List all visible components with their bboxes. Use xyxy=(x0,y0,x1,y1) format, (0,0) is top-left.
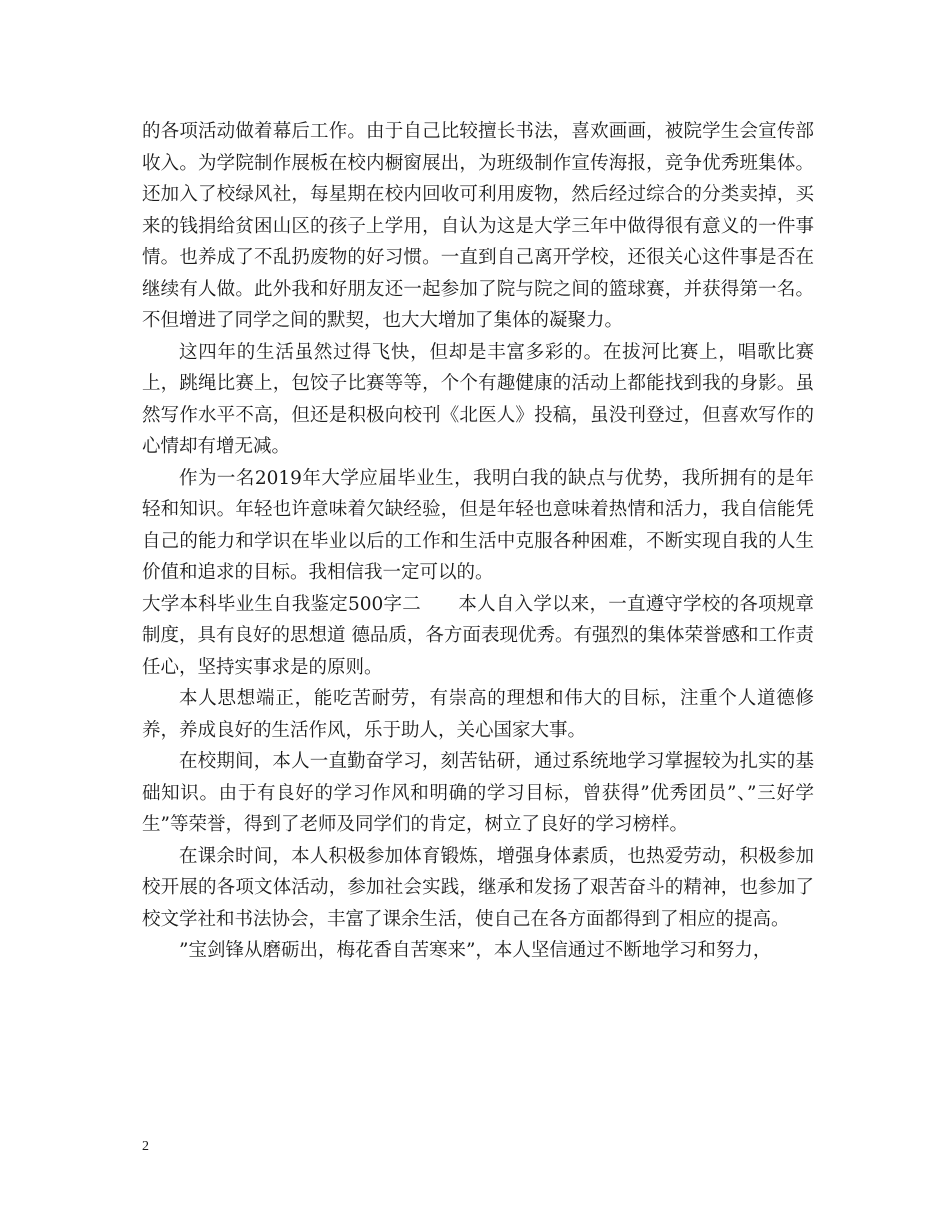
paragraph-4-section-heading: 大学本科毕业生自我鉴定500字二 本人自入学以来，一直遵守学校的各项规章制度，具有良好的思想道 德品质，各方面表现优秀。有强烈的集体荣誉感和工作责任心，坚持实事求是的原则。 xyxy=(142,593,814,678)
paragraph-6: 在校期间，本人一直勤奋学习，刻苦钻研，通过系统地学习掌握较为扎实的基础知识。由于有良好的学习作风和明确的学习目标，曾获得”优秀团员”、”三好学生”等荣誉，得到了老师及同学们的肯定，树立了良好的学习榜样。 xyxy=(142,751,814,835)
paragraph-7: 在课余时间，本人积极参加体育锻炼，增强身体素质，也热爱劳动，积极参加校开展的各项文体活动，参加社会实践，继承和发扬了艰苦奋斗的精神，也参加了校文学社和书法协会，丰富了课余生活，使自己在各方面都得到了相应的提高。 xyxy=(142,845,814,930)
paragraph-1: 的各项活动做着幕后工作。由于自己比较擅长书法，喜欢画画，被院学生会宣传部收入。为学院制作展板在校内橱窗展出，为班级制作宣传海报，竞争优秀班集体。还加入了校绿风社，每星期在校内回收可利用废物，然后经过综合的分类卖掉，买来的钱捐给贫困山区的孩子上学用，自认为这是大学三年中做得很有意义的一件事情。也养成了不乱扔废物的好习惯。一直到自己离开学校，还很关心这件事是否在继续有人做。此外我和好朋友还一起参加了院与院之间的篮球赛，并获得第一名。不但增进了同学之间的默契，也大大增加了集体的凝聚力。 xyxy=(142,121,814,331)
paragraph-3: 作为一名2019年大学应届毕业生，我明白我的缺点与优势，我所拥有的是年轻和知识。年轻也许意味着欠缺经验，但是年轻也意味着热情和活力，我自信能凭自己的能力和学识在毕业以后的工作和生活中克服各种困难，不断实现自我的人生价值和追求的目标。我相信我一定可以的。 xyxy=(142,467,814,583)
page-number: 2 xyxy=(142,1139,149,1154)
paragraph-8: ”宝剑锋从磨砺出，梅花香自苦寒来”，本人坚信通过不断地学习和努力， xyxy=(179,940,772,961)
paragraph-5: 本人思想端正，能吃苦耐劳，有崇高的理想和伟大的目标，注重个人道德修养，养成良好的生活作风，乐于助人，关心国家大事。 xyxy=(142,688,814,741)
document-body xyxy=(142,116,814,967)
paragraph-2: 这四年的生活虽然过得飞快，但却是丰富多彩的。在拔河比赛上，唱歌比赛上，跳绳比赛上，包饺子比赛等等，个个有趣健康的活动上都能找到我的身影。虽然写作水平不高，但还是积极向校刊《北医人》投稿，虽没刊登过，但喜欢写作的心情却有增无减。 xyxy=(142,341,814,457)
